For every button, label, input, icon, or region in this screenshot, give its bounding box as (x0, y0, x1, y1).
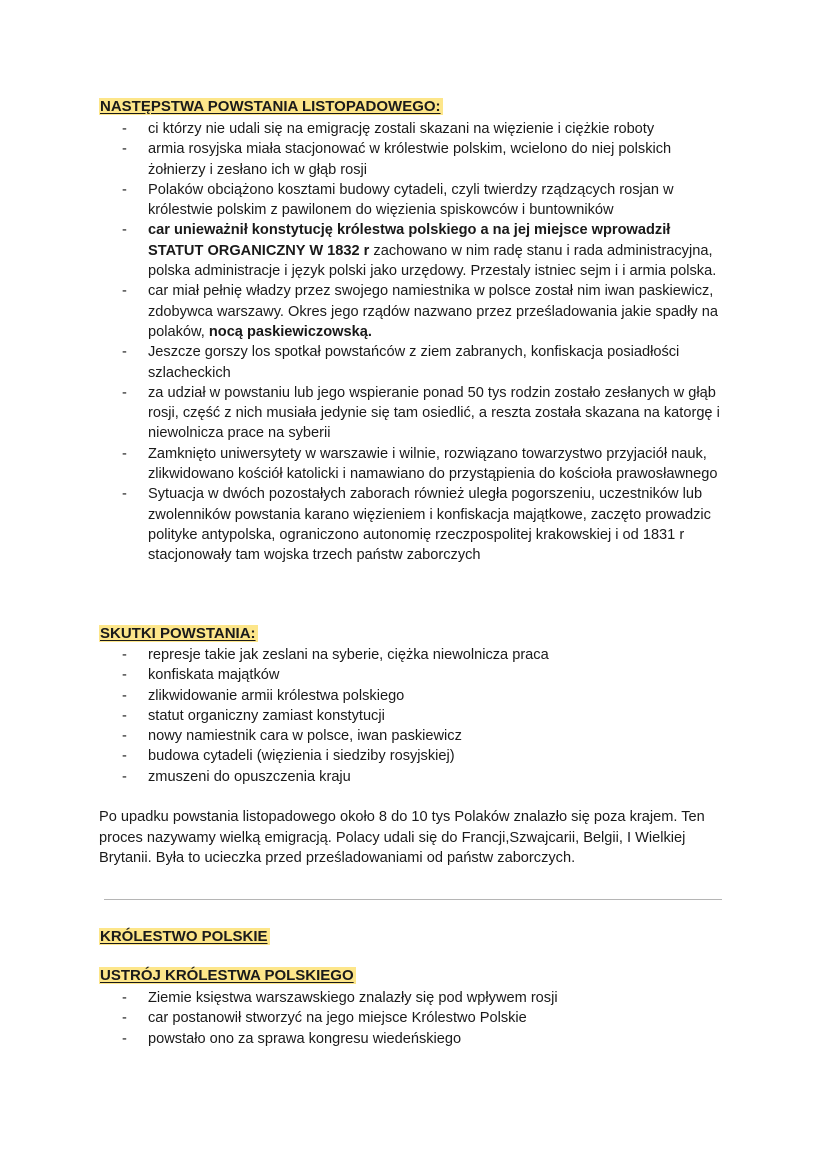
list-item (0, 767, 828, 787)
list-item (0, 119, 828, 139)
list-item (0, 665, 828, 685)
item-text: zachowano w nim radę stanu i rada administracyjna, polska administracje i język polski jako urzędowy. Przestaly istniec sejm i i armia polska. (148, 242, 717, 280)
bold-text: nocą paskiewiczowską. (208, 323, 372, 340)
heading-krolestwo: KRÓLESTWO POLSKIE (100, 928, 268, 945)
list-item (0, 645, 828, 665)
item-text: ci którzy nie udali się na emigrację zostali skazani na więzienie i ciężkie roboty (148, 121, 655, 137)
ustroj-list (0, 988, 828, 1049)
heading-ustroj: USTRÓJ KRÓLESTWA POLSKIEGO (100, 967, 354, 984)
list-item (0, 383, 828, 444)
bullet-dash: - (122, 728, 127, 745)
heading-nastepstwa: NASTĘPSTWA POWSTANIA LISTOPADOWEGO: (100, 98, 441, 115)
bullet-dash: - (122, 486, 127, 503)
list-item (0, 484, 828, 565)
item-text: Ziemie księstwa warszawskiego znalazły się pod wpływem rosji (148, 990, 558, 1006)
bullet-dash: - (122, 748, 127, 765)
bullet-dash: - (122, 1030, 127, 1047)
list-item (0, 139, 828, 180)
list-item (0, 1008, 828, 1028)
item-text: armia rosyjska miała stacjonować w królestwie polskim, wcielono do niej polskich żołnierzy i zesłano ich w głąb rosji (148, 141, 672, 178)
item-text: budowa cytadeli (więzienia i siedziby rosyjskiej) (148, 748, 455, 765)
bullet-dash: - (122, 687, 127, 704)
bullet-dash: - (122, 222, 127, 239)
bullet-dash: - (122, 181, 127, 198)
list-item (0, 444, 828, 485)
bullet-dash: - (122, 344, 127, 361)
bullet-dash: - (122, 384, 127, 401)
item-text: nowy namiestnik cara w polsce, iwan paskiewicz (148, 728, 462, 745)
list-item (0, 1029, 828, 1049)
list-item (0, 281, 828, 342)
bullet-dash: - (122, 707, 127, 724)
skutki-list (0, 645, 828, 787)
item-text: car miał pełnię władzy przez swojego namiestnika w polsce został nim iwan paskiewicz, zdobywca warszawy. Okres jego rządów nazwano przez prześladowania jakie spadły na polaków, (148, 283, 718, 340)
item-text: Polaków obciążono kosztami budowy cytadeli, czyli twierdzy rządzących rosjan w królestwie polskim z pawilonem do więzienia spiskowców i buntowników (148, 181, 674, 219)
list-item (0, 726, 828, 746)
bullet-dash: - (122, 283, 127, 300)
list-item (0, 686, 828, 706)
horizontal-divider (104, 899, 722, 900)
item-text: Zamknięto uniwersytety w warszawie i wilnie, rozwiązano towarzystwo przyjaciół nauk, zlikwidowano kościół katolicki i namawiano do przystąpienia do kościoła prawosławnego (148, 445, 718, 483)
bullet-dash: - (122, 445, 127, 462)
list-item (0, 988, 828, 1008)
bullet-dash: - (122, 1010, 127, 1027)
item-text: statut organiczny zamiast konstytucji (148, 707, 385, 724)
bullet-dash: - (122, 667, 127, 684)
bullet-dash: - (122, 141, 127, 158)
bullet-dash: - (122, 990, 127, 1006)
item-text: represje takie jak zeslani na syberie, ciężka niewolnicza praca (148, 647, 549, 663)
emigracja-paragraph: Po upadku powstania listopadowego około 8 do 10 tys Polaków znalazło się poza krajem. Ten proces nazywamy wielką emigracją. Polacy udali się do Francji,Szwajcarii, Belgii, I Wielkiej Brytanii. Była to ucieczka przed prześladowaniami od państw zaborczych. (99, 809, 705, 866)
bullet-dash: - (122, 768, 127, 785)
bullet-dash: - (122, 121, 127, 137)
bold-text: car unieważnił konstytucję królestwa polskiego a na jej miejsce wprowadził STATUT ORGANICZNY W 1832 r (148, 222, 671, 259)
item-text: car postanowił stworzyć na jego miejsce Królestwo Polskie (148, 1010, 527, 1027)
item-text: konfiskata majątków (148, 667, 280, 684)
nastepstwa-list (0, 119, 828, 566)
item-text: Jeszcze gorszy los spotkał powstańców z ziem zabranych, konfiskacja posiadłości szlacheckich (148, 344, 680, 381)
list-item (0, 342, 828, 383)
item-text: powstało ono za sprawa kongresu wiedeńskiego (148, 1030, 462, 1047)
item-text: zlikwidowanie armii królestwa polskiego (148, 687, 405, 704)
heading-skutki: SKUTKI POWSTANIA: (100, 625, 256, 642)
list-item (0, 180, 828, 221)
list-item (0, 706, 828, 726)
item-text: zmuszeni do opuszczenia kraju (148, 768, 351, 785)
list-item (0, 220, 828, 281)
item-text: za udział w powstaniu lub jego wspieranie ponad 50 tys rodzin zostało zesłanych w głąb rosji, część z nich musiała jedynie się tam osiedlić, a reszta została skazana na katorgę i niewolnicza prace na syberii (148, 384, 720, 442)
list-item (0, 746, 828, 766)
item-text: Sytuacja w dwóch pozostałych zaborach również uległa pogorszeniu, uczestników lub zwolenników powstania karano więzieniem i konfiskacja majątkowe, zaczęto prowadzic polityke antypolska, ograniczono autonomię rzeczpospolitej krakowskiej i od 1831 r stacjonowały tam wojska trzech państw zaborczych (148, 486, 711, 564)
bullet-dash: - (122, 647, 127, 663)
